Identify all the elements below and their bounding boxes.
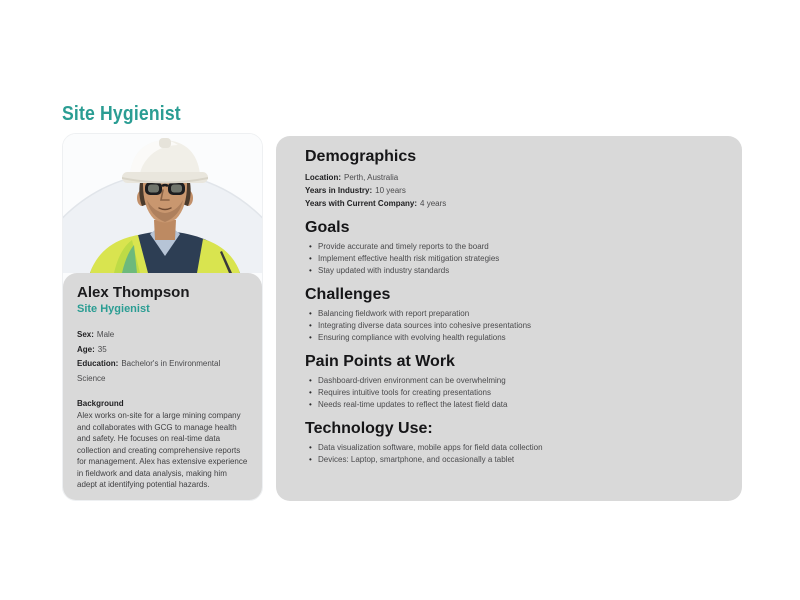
section-goals bbox=[305, 219, 712, 277]
bullet-item: • Requires intuitive tools for creating presentations bbox=[309, 387, 712, 399]
technology-list bbox=[305, 442, 712, 466]
section-technology bbox=[305, 420, 712, 466]
person-role: Site Hygienist bbox=[77, 303, 150, 315]
field-label: Sex: bbox=[77, 330, 94, 339]
demo-value: 10 years bbox=[375, 186, 406, 195]
bullet-item: • Balancing fieldwork with report preparation bbox=[309, 308, 712, 320]
section-title: Pain Points at Work bbox=[305, 353, 455, 370]
goals-list bbox=[305, 241, 712, 277]
field-age bbox=[77, 343, 248, 358]
field-value: Male bbox=[96, 330, 115, 339]
bullet-item: • Implement effective health risk mitigation strategies bbox=[309, 253, 712, 265]
pain-points-list bbox=[305, 375, 712, 411]
profile-card bbox=[62, 133, 263, 501]
person-name: Alex Thompson bbox=[77, 284, 190, 301]
bullet-item: • Dashboard-driven environment can be overwhelming bbox=[309, 375, 712, 387]
details-card bbox=[276, 136, 742, 501]
page-title bbox=[62, 103, 197, 125]
section-title: Demographics bbox=[305, 148, 417, 165]
section-title: Technology Use: bbox=[305, 420, 433, 437]
worker-portrait-photo bbox=[63, 134, 262, 273]
demo-label: Location: bbox=[305, 173, 341, 182]
bullet-item: • Data visualization software, mobile apps for field data collection bbox=[309, 442, 712, 454]
bullet-item: • Ensuring compliance with evolving health regulations bbox=[309, 332, 712, 344]
field-label: Age: bbox=[77, 344, 95, 354]
demographics-fields bbox=[305, 171, 712, 210]
background-title: Background bbox=[77, 399, 124, 408]
section-demographics bbox=[305, 148, 712, 210]
bullet-item: • Provide accurate and timely reports to the board bbox=[309, 241, 712, 253]
demo-value: Perth, Australia bbox=[344, 173, 399, 182]
field-sex bbox=[77, 328, 248, 343]
demo-label: Years with Current Company: bbox=[305, 199, 418, 208]
profile-card-body bbox=[63, 273, 262, 501]
bullet-item: • Stay updated with industry standards bbox=[309, 265, 712, 277]
field-label: Education: bbox=[77, 359, 119, 368]
section-title: Challenges bbox=[305, 286, 391, 303]
bullet-item: • Devices: Laptop, smartphone, and occasionally a tablet bbox=[309, 454, 712, 466]
field-education bbox=[77, 357, 248, 386]
challenges-list bbox=[305, 308, 712, 344]
section-title: Goals bbox=[305, 219, 350, 236]
bullet-item: • Needs real-time updates to reflect the latest field data bbox=[309, 399, 712, 411]
field-value: 35 bbox=[97, 344, 107, 354]
background-text: Alex works on-site for a large mining company and collaborates with GCG to manage health and safety. He focuses on real-time data collection and creating comprehensive reports for management. Alex has extensive experience in fieldwork and data analysis, making him adept at identifying potential hazards. bbox=[77, 411, 248, 489]
worker-portrait-illustration bbox=[63, 134, 262, 273]
demo-location bbox=[305, 171, 712, 184]
demo-value: 4 years bbox=[420, 199, 447, 208]
demo-label: Years in Industry: bbox=[305, 186, 373, 195]
demo-years-industry bbox=[305, 184, 712, 197]
section-challenges bbox=[305, 286, 712, 344]
bullet-item: • Integrating diverse data sources into cohesive presentations bbox=[309, 320, 712, 332]
profile-fields bbox=[77, 328, 248, 386]
field-value: Bachelor's in Environmental Science bbox=[77, 359, 221, 383]
section-pain-points bbox=[305, 353, 712, 411]
page-title-text: Site Hygienist bbox=[62, 103, 181, 125]
demo-years-company bbox=[305, 197, 712, 210]
